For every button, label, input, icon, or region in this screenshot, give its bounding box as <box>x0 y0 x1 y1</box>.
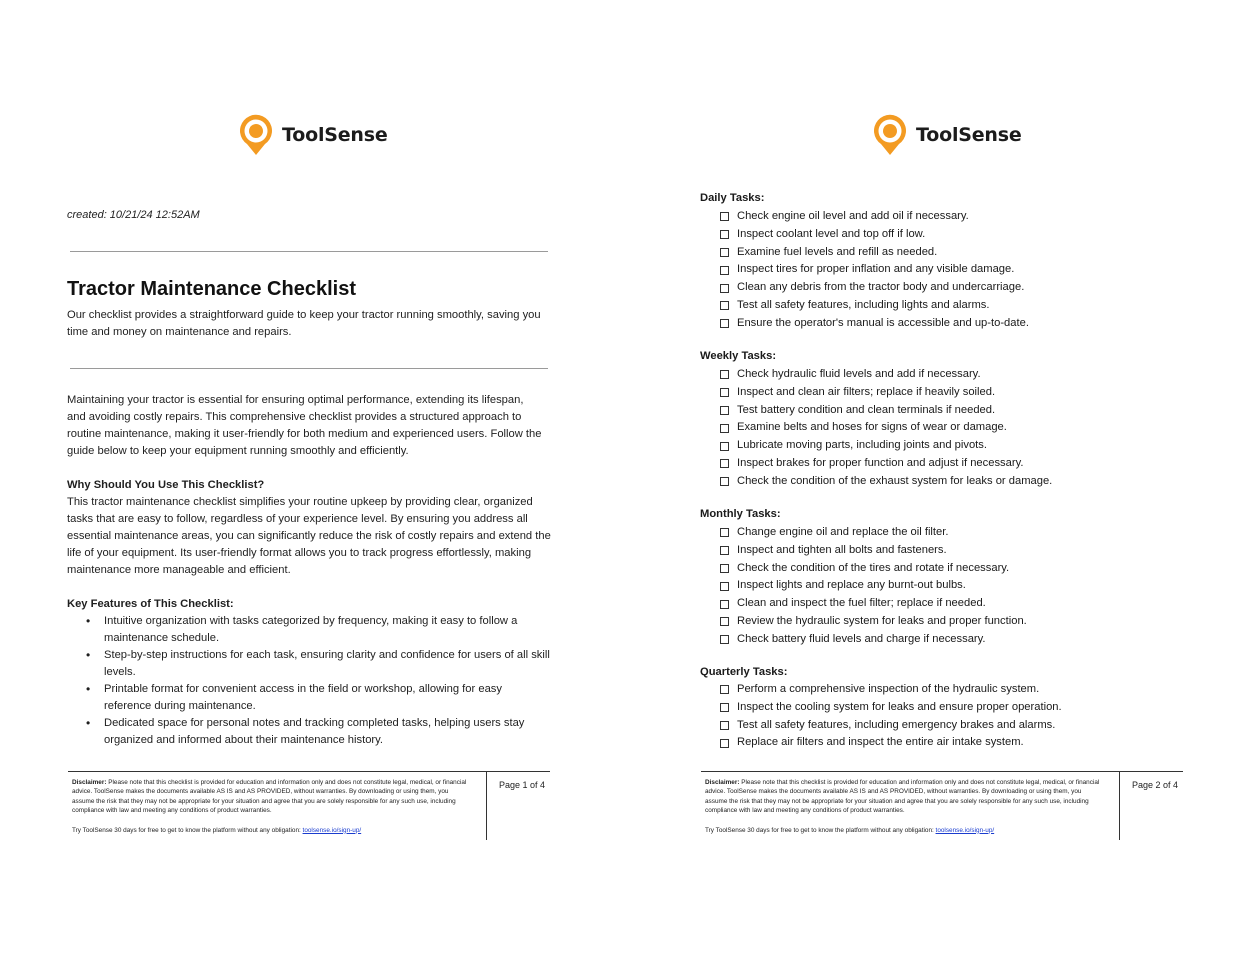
task-label: Ensure the operator's manual is accessible and up-to-date. <box>737 316 1029 329</box>
task-label: Inspect brakes for proper function and adjust if necessary. <box>737 456 1024 469</box>
weekly-tasks-heading: Weekly Tasks: <box>700 350 777 362</box>
checklist-item <box>720 208 1029 226</box>
brand-name: ToolSense <box>282 124 388 146</box>
checkbox[interactable] <box>720 703 729 712</box>
why-text: This tractor maintenance checklist simplifies your routine upkeep by providing clear, organized tasks that are easy to follow, regardless of your experience level. By ensuring you address all essential maintenance areas, you can significantly reduce the risk of costly repairs and extend the life of your equipment. Its user-friendly format allows you to track progress effortlessly, making maintenance more manageable and efficient. <box>67 496 551 576</box>
toolsense-logo <box>238 114 388 156</box>
checklist-item <box>720 455 1052 473</box>
task-label: Test all safety features, including emergency brakes and alarms. <box>737 718 1056 731</box>
checkbox[interactable] <box>720 721 729 730</box>
checkbox[interactable] <box>720 459 729 468</box>
checklist-item <box>720 560 1027 578</box>
page-number: Page 1 of 4 <box>499 780 546 790</box>
daily-tasks-heading: Daily Tasks: <box>700 192 765 204</box>
quarterly-tasks-heading: Quarterly Tasks: <box>700 666 788 678</box>
monthly-tasks-heading: Monthly Tasks: <box>700 508 781 520</box>
list-item: • Step-by-step instructions for each task, ensuring clarity and confidence for users of all skill levels. <box>67 647 551 681</box>
monthly-tasks-list <box>720 524 1027 649</box>
checklist-item <box>720 279 1029 297</box>
list-item: • Intuitive organization with tasks categorized by frequency, making it easy to follow a maintenance schedule. <box>67 613 551 647</box>
checklist-item <box>720 631 1027 649</box>
checklist-item <box>720 419 1052 437</box>
disclaimer-text: Please note that this checklist is provided for education and information only and does not constitute legal, medical, or financial advice. ToolSense makes the documents available AS IS and AS PROVIDED, without warranties. By downloading or using them, you assume the risk that they may not be appropriate for your situation and agree that you are solely responsible for any such use, including compliance with law and meeting any conditions of product warranties. <box>72 779 467 815</box>
checkbox[interactable] <box>720 546 729 555</box>
footer-divider <box>486 772 487 840</box>
checkbox[interactable] <box>720 230 729 239</box>
checklist-item <box>720 681 1062 699</box>
checklist-item <box>720 297 1029 315</box>
checkbox[interactable] <box>720 528 729 537</box>
weekly-tasks-list <box>720 366 1052 491</box>
checklist-item <box>720 577 1027 595</box>
disclaimer-text: Please note that this checklist is provided for education and information only and does not constitute legal, medical, or financial advice. ToolSense makes the documents available AS IS and AS PROVIDED, without warranties. By downloading or using them, you assume the risk that they may not be appropriate for your situation and agree that you are solely responsible for any such use, including compliance with law and meeting any conditions of product warranties. <box>705 779 1100 815</box>
checkbox[interactable] <box>720 212 729 221</box>
signup-link[interactable]: toolsense.io/sign-up/ <box>302 826 362 834</box>
checklist-item <box>720 402 1052 420</box>
checklist-item <box>720 595 1027 613</box>
checklist-item <box>720 315 1029 333</box>
features-list <box>67 613 551 749</box>
checkbox[interactable] <box>720 388 729 397</box>
task-label: Inspect coolant level and top off if low. <box>737 227 926 240</box>
page-number: Page 2 of 4 <box>1132 780 1179 790</box>
checkbox[interactable] <box>720 301 729 310</box>
checkbox[interactable] <box>720 582 729 591</box>
checkbox[interactable] <box>720 477 729 486</box>
task-label: Inspect tires for proper inflation and any visible damage. <box>737 263 1015 276</box>
location-pin-icon <box>872 114 908 156</box>
task-label: Check hydraulic fluid levels and add if necessary. <box>737 368 981 380</box>
task-label: Clean any debris from the tractor body and undercarriage. <box>737 281 1025 294</box>
why-section <box>67 477 551 579</box>
page-title: Tractor Maintenance Checklist <box>67 278 356 300</box>
document-page-2 <box>624 0 1248 962</box>
checklist-item <box>720 384 1052 402</box>
task-label: Check battery fluid levels and charge if necessary. <box>737 632 986 645</box>
disclaimer-label: Disclaimer: <box>705 779 740 786</box>
checklist-item <box>720 244 1029 262</box>
checkbox[interactable] <box>720 284 729 293</box>
toolsense-logo <box>872 114 1022 156</box>
footer-disclaimer <box>72 778 472 835</box>
task-label: Review the hydraulic system for leaks and proper function. <box>737 614 1027 627</box>
checkbox[interactable] <box>720 406 729 415</box>
task-label: Check engine oil level and add oil if necessary. <box>737 210 969 222</box>
task-label: Inspect and tighten all bolts and fasteners. <box>737 543 947 556</box>
checklist-item <box>720 261 1029 279</box>
why-heading: Why Should You Use This Checklist? <box>67 479 265 491</box>
trial-text: Try ToolSense 30 days for free to get to know the platform without any obligation: <box>705 826 936 834</box>
checkbox[interactable] <box>720 248 729 257</box>
checklist-item <box>720 366 1052 384</box>
task-label: Lubricate moving parts, including joints and pivots. <box>737 439 987 452</box>
checklist-item <box>720 717 1062 735</box>
body-text: Maintaining your tractor is essential for ensuring optimal performance, extending its lifespan, and avoiding costly repairs. This comprehensive checklist provides a structured approach to routine maintenance, making it user-friendly for both medium and experienced users. Follow the guide below to keep your equipment running smoothly and efficiently. <box>67 394 542 457</box>
features-heading: Key Features of This Checklist: <box>67 598 234 610</box>
checklist-item <box>720 613 1027 631</box>
checkbox[interactable] <box>720 442 729 451</box>
created-timestamp: created: 10/21/24 12:52AM <box>67 209 200 221</box>
checkbox[interactable] <box>720 600 729 609</box>
checkbox[interactable] <box>720 266 729 275</box>
page-footer <box>701 771 1183 840</box>
footer-divider <box>1119 772 1120 840</box>
list-item: • Printable format for convenient access in the field or workshop, allowing for easy reference during maintenance. <box>67 681 551 715</box>
checklist-item <box>720 226 1029 244</box>
list-item: • Dedicated space for personal notes and tracking completed tasks, helping users stay organized and informed about their maintenance history. <box>67 715 551 749</box>
intro-text: Our checklist provides a straightforward guide to keep your tractor running smoothly, saving you time and money on maintenance and repairs. <box>67 309 541 338</box>
trial-text: Try ToolSense 30 days for free to get to know the platform without any obligation: <box>72 826 303 834</box>
checklist-item <box>720 734 1062 752</box>
checklist-item <box>720 699 1062 717</box>
location-pin-icon <box>238 114 274 156</box>
divider <box>70 368 548 369</box>
footer-disclaimer <box>705 778 1105 835</box>
task-label: Inspect and clean air filters; replace if heavily soiled. <box>737 385 996 398</box>
task-label: Test battery condition and clean terminals if needed. <box>737 403 996 416</box>
quarterly-tasks-list <box>720 681 1062 752</box>
page-footer <box>68 771 550 840</box>
checkbox[interactable] <box>720 635 729 644</box>
task-label: Check the condition of the exhaust system for leaks or damage. <box>737 474 1053 487</box>
checkbox[interactable] <box>720 424 729 433</box>
task-label: Examine belts and hoses for signs of wear or damage. <box>737 421 1007 434</box>
checkbox[interactable] <box>720 564 729 573</box>
task-label: Clean and inspect the fuel filter; replace if needed. <box>737 597 986 610</box>
task-label: Change engine oil and replace the oil filter. <box>737 526 949 538</box>
checklist-item <box>720 524 1027 542</box>
checkbox[interactable] <box>720 739 729 748</box>
task-label: Check the condition of the tires and rotate if necessary. <box>737 561 1010 574</box>
checklist-item <box>720 473 1052 491</box>
task-label: Inspect the cooling system for leaks and ensure proper operation. <box>737 700 1062 713</box>
brand-name: ToolSense <box>916 124 1022 146</box>
features-section <box>67 596 551 749</box>
checkbox[interactable] <box>720 319 729 328</box>
task-label: Test all safety features, including lights and alarms. <box>737 298 990 311</box>
disclaimer-label: Disclaimer: <box>72 779 107 786</box>
checklist-item <box>720 542 1027 560</box>
task-label: Inspect lights and replace any burnt-out bulbs. <box>737 579 966 592</box>
task-label: Perform a comprehensive inspection of the hydraulic system. <box>737 683 1040 695</box>
divider <box>70 251 548 252</box>
checkbox[interactable] <box>720 617 729 626</box>
checkbox[interactable] <box>720 685 729 694</box>
signup-link[interactable]: toolsense.io/sign-up/ <box>935 826 995 834</box>
checklist-item <box>720 437 1052 455</box>
checkbox[interactable] <box>720 370 729 379</box>
task-label: Examine fuel levels and refill as needed. <box>737 245 938 258</box>
task-label: Replace air filters and inspect the entire air intake system. <box>737 736 1024 749</box>
daily-tasks-list <box>720 208 1029 333</box>
